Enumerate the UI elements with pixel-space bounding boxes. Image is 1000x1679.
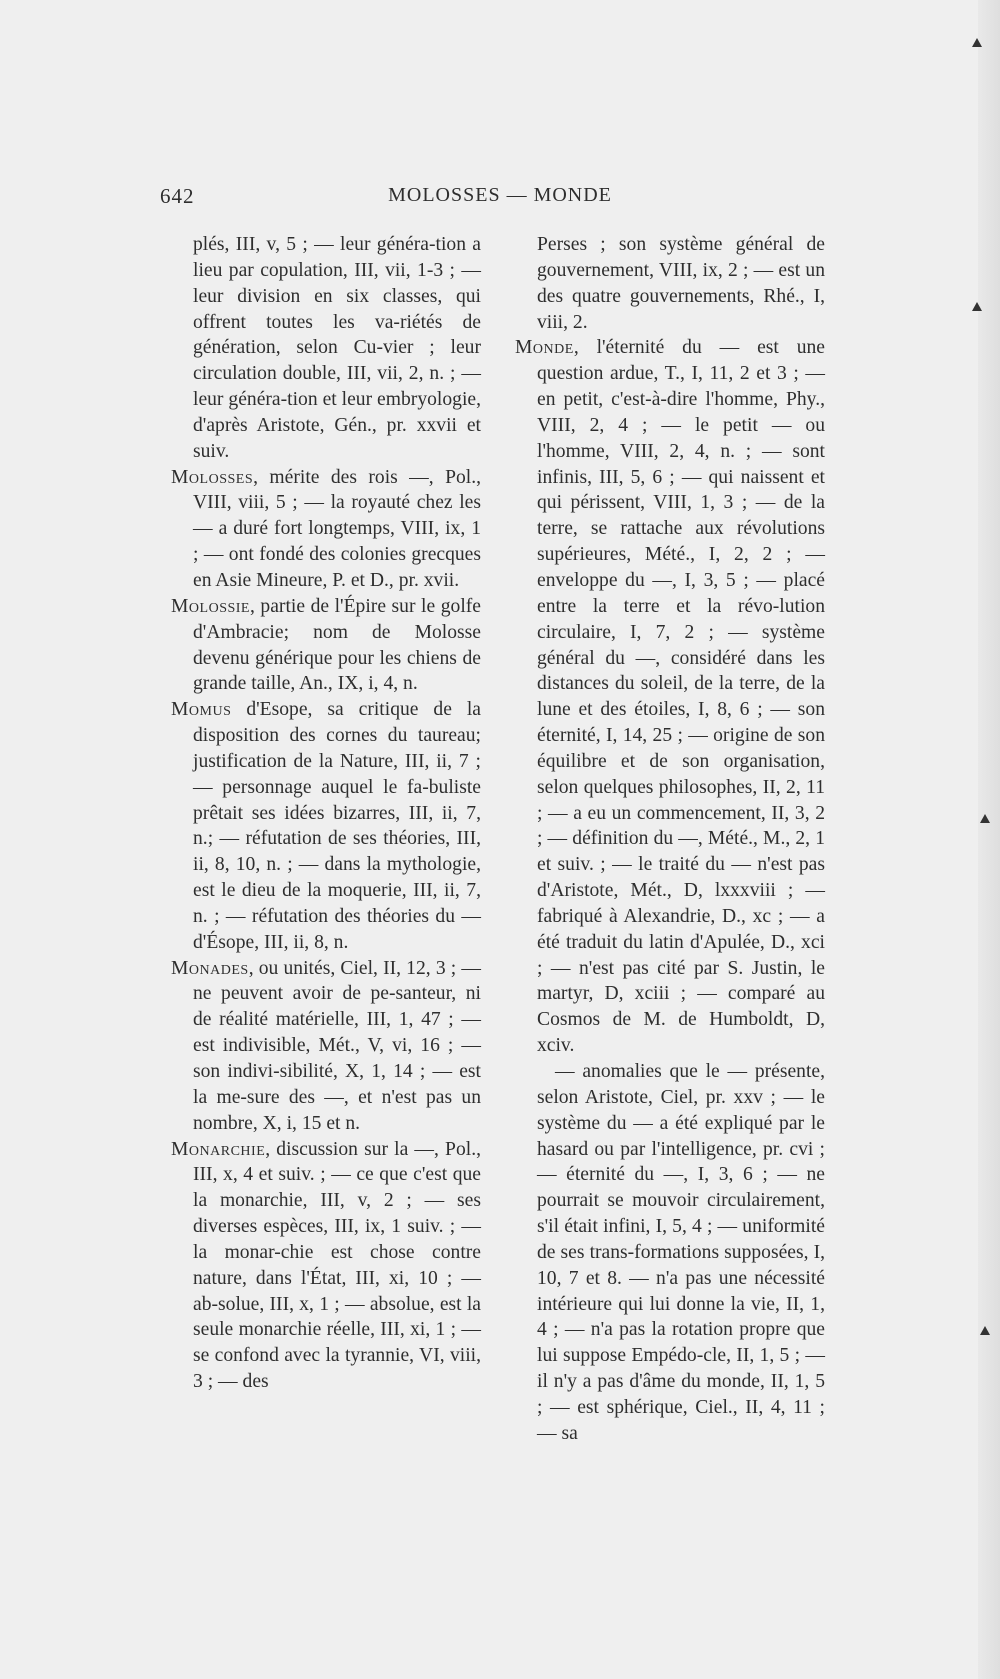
entry-text: , partie de l'Épire sur le golfe d'Ambracie; nom de Molosse devenu générique pour les chiens de grande taille, An., IX, i, 4, n. [193,595,481,695]
left-column [171,232,481,1395]
index-entry [171,697,481,955]
entry-headword: Momus [171,699,232,721]
entry-headword: Molossie [171,595,250,617]
margin-mark-icon [980,1326,990,1335]
margin-mark-icon [980,814,990,823]
margin-mark-icon [972,302,982,311]
right-column [515,232,825,1447]
index-entry [171,594,481,697]
index-entry [171,1137,481,1395]
continued-entry-text: plés, III, v, 5 ; — leur généra-tion a lieu par copulation, III, vii, 1-3 ; — leur division en six classes, qui offrent toutes les va-riétés de génération, selon Cu-vier ; leur circulation double, III, vii, 2, n. ; — leur généra-tion et leur embryologie, d'après Aristote, Gén., pr. xxvii et suiv. [193,234,481,462]
index-entry [515,335,825,1059]
page-number: 642 [160,184,195,208]
margin-mark-icon [972,38,982,47]
page-header [160,184,840,214]
entry-headword: Molosses [171,466,254,488]
entry-subparagraph: — anomalies que le — présente, selon Aristote, Ciel, pr. xxv ; — le système du — a été expliqué par le hasard ou par l'intelligence, pr. cvi ; — éternité du —, I, 3, 6 ; — ne pourrait se mouvoir circulairement, s'il était infini, I, 5, 4 ; — uniformité de ses trans-formations supposées, I, 10, 7 et 8. — n'a pas une nécessité intérieure qui lui donne la vie, II, 1, 4 ; — n'a pas la rotation propre que lui suppose Empédo-cle, II, 1, 5 ; — il n'y a pas d'âme du monde, II, 1, 5 ; — est sphérique, Ciel., II, 4, 11 ; — sa [537,1061,825,1444]
running-title: MOLOSSES — MONDE [388,184,612,206]
index-entry [171,465,481,594]
index-entry [171,956,481,1137]
entry-headword: Monades [171,957,249,979]
entry-text: d'Esope, sa critique de la disposition des cornes du taureau; justification de la Nature, III, ii, 7 ; — personnage auquel le fa-buliste prêtait ses idées bizarres, III, ii, 7, n.; — réfutation de ses théories, III, ii, 8, 10, n. ; — dans la mythologie, est le dieu de la moquerie, III, ii, 7, n. ; — réfutation des théories du — d'Ésope, III, ii, 8, n. [193,699,481,953]
entry-text: , ou unités, Ciel, II, 12, 3 ; — ne peuvent avoir de pe-santeur, ni de réalité matérielle, III, 1, 47 ; — est indivisible, Mét., V, vi, 16 ; — son indivi-sibilité, X, 1, 14 ; — est la me-sure des —, et n'est pas un nombre, X, i, 15 et n. [193,957,481,1134]
continued-entry-text: Perses ; son système général de gouvernement, VIII, ix, 2 ; — est un des quatre gouvernements, Rhé., I, viii, 2. [537,234,825,333]
entry-headword: Monde [515,337,574,359]
entry-text: , l'éternité du — est une question ardue, T., I, 11, 2 et 3 ; — en petit, c'est-à-dire l'homme, Phy., VIII, 2, 4 ; — le petit — ou l'homme, VIII, 2, 4, n. ; — sont infinis, III, 5, 6 ; — qui naissent et qui périssent, VIII, 1, 3 ; — de la terre, se rattache aux révolutions supérieures, Mété., I, 2, 2 ; — enveloppe du —, I, 3, 5 ; — placé entre la terre et la révo-lution circulaire, I, 7, 2 ; — système général du —, considéré dans les distances du soleil, de la terre, de la lune et des étoiles, I, 8, 6 ; — son éternité, I, 14, 25 ; — origine de son équilibre et de son organisation, selon quelques philosophes, II, 2, 11 ; — a eu un commencement, II, 3, 2 ; — définition du —, Mété., M., 2, 1 et suiv. ; — le traité du — n'est pas d'Aristote, Mét., D, lxxxviii ; — fabriqué à Alexandrie, D., xc ; — a été traduit du latin d'Apulée, D., xci ; — n'est pas cité par S. Justin, le martyr, D, xciii ; — comparé au Cosmos de M. de Humboldt, D, xciv. [537,337,825,1057]
entry-headword: Monarchie [171,1138,266,1160]
entry-text: , discussion sur la —, Pol., III, x, 4 et suiv. ; — ce que c'est que la monarchie, III, v, 2 ; — ses diverses espèces, III, ix, 1 suiv. ; — la monar-chie est chose contre nature, dans l'État, III, xi, 10 ; — ab-solue, III, x, 1 ; — absolue, est la seule monarchie réelle, III, xi, 1 ; — se confond avec la tyrannie, VI, viii, 3 ; — des [193,1138,481,1393]
page-edge-shadow [978,0,1000,1679]
entry-text: , mérite des rois —, Pol., VIII, viii, 5 ; — la royauté chez les — a duré fort longtemps, VIII, ix, 1 ; — ont fondé des colonies grecques en Asie Mineure, P. et D., pr. xvii. [193,466,481,591]
